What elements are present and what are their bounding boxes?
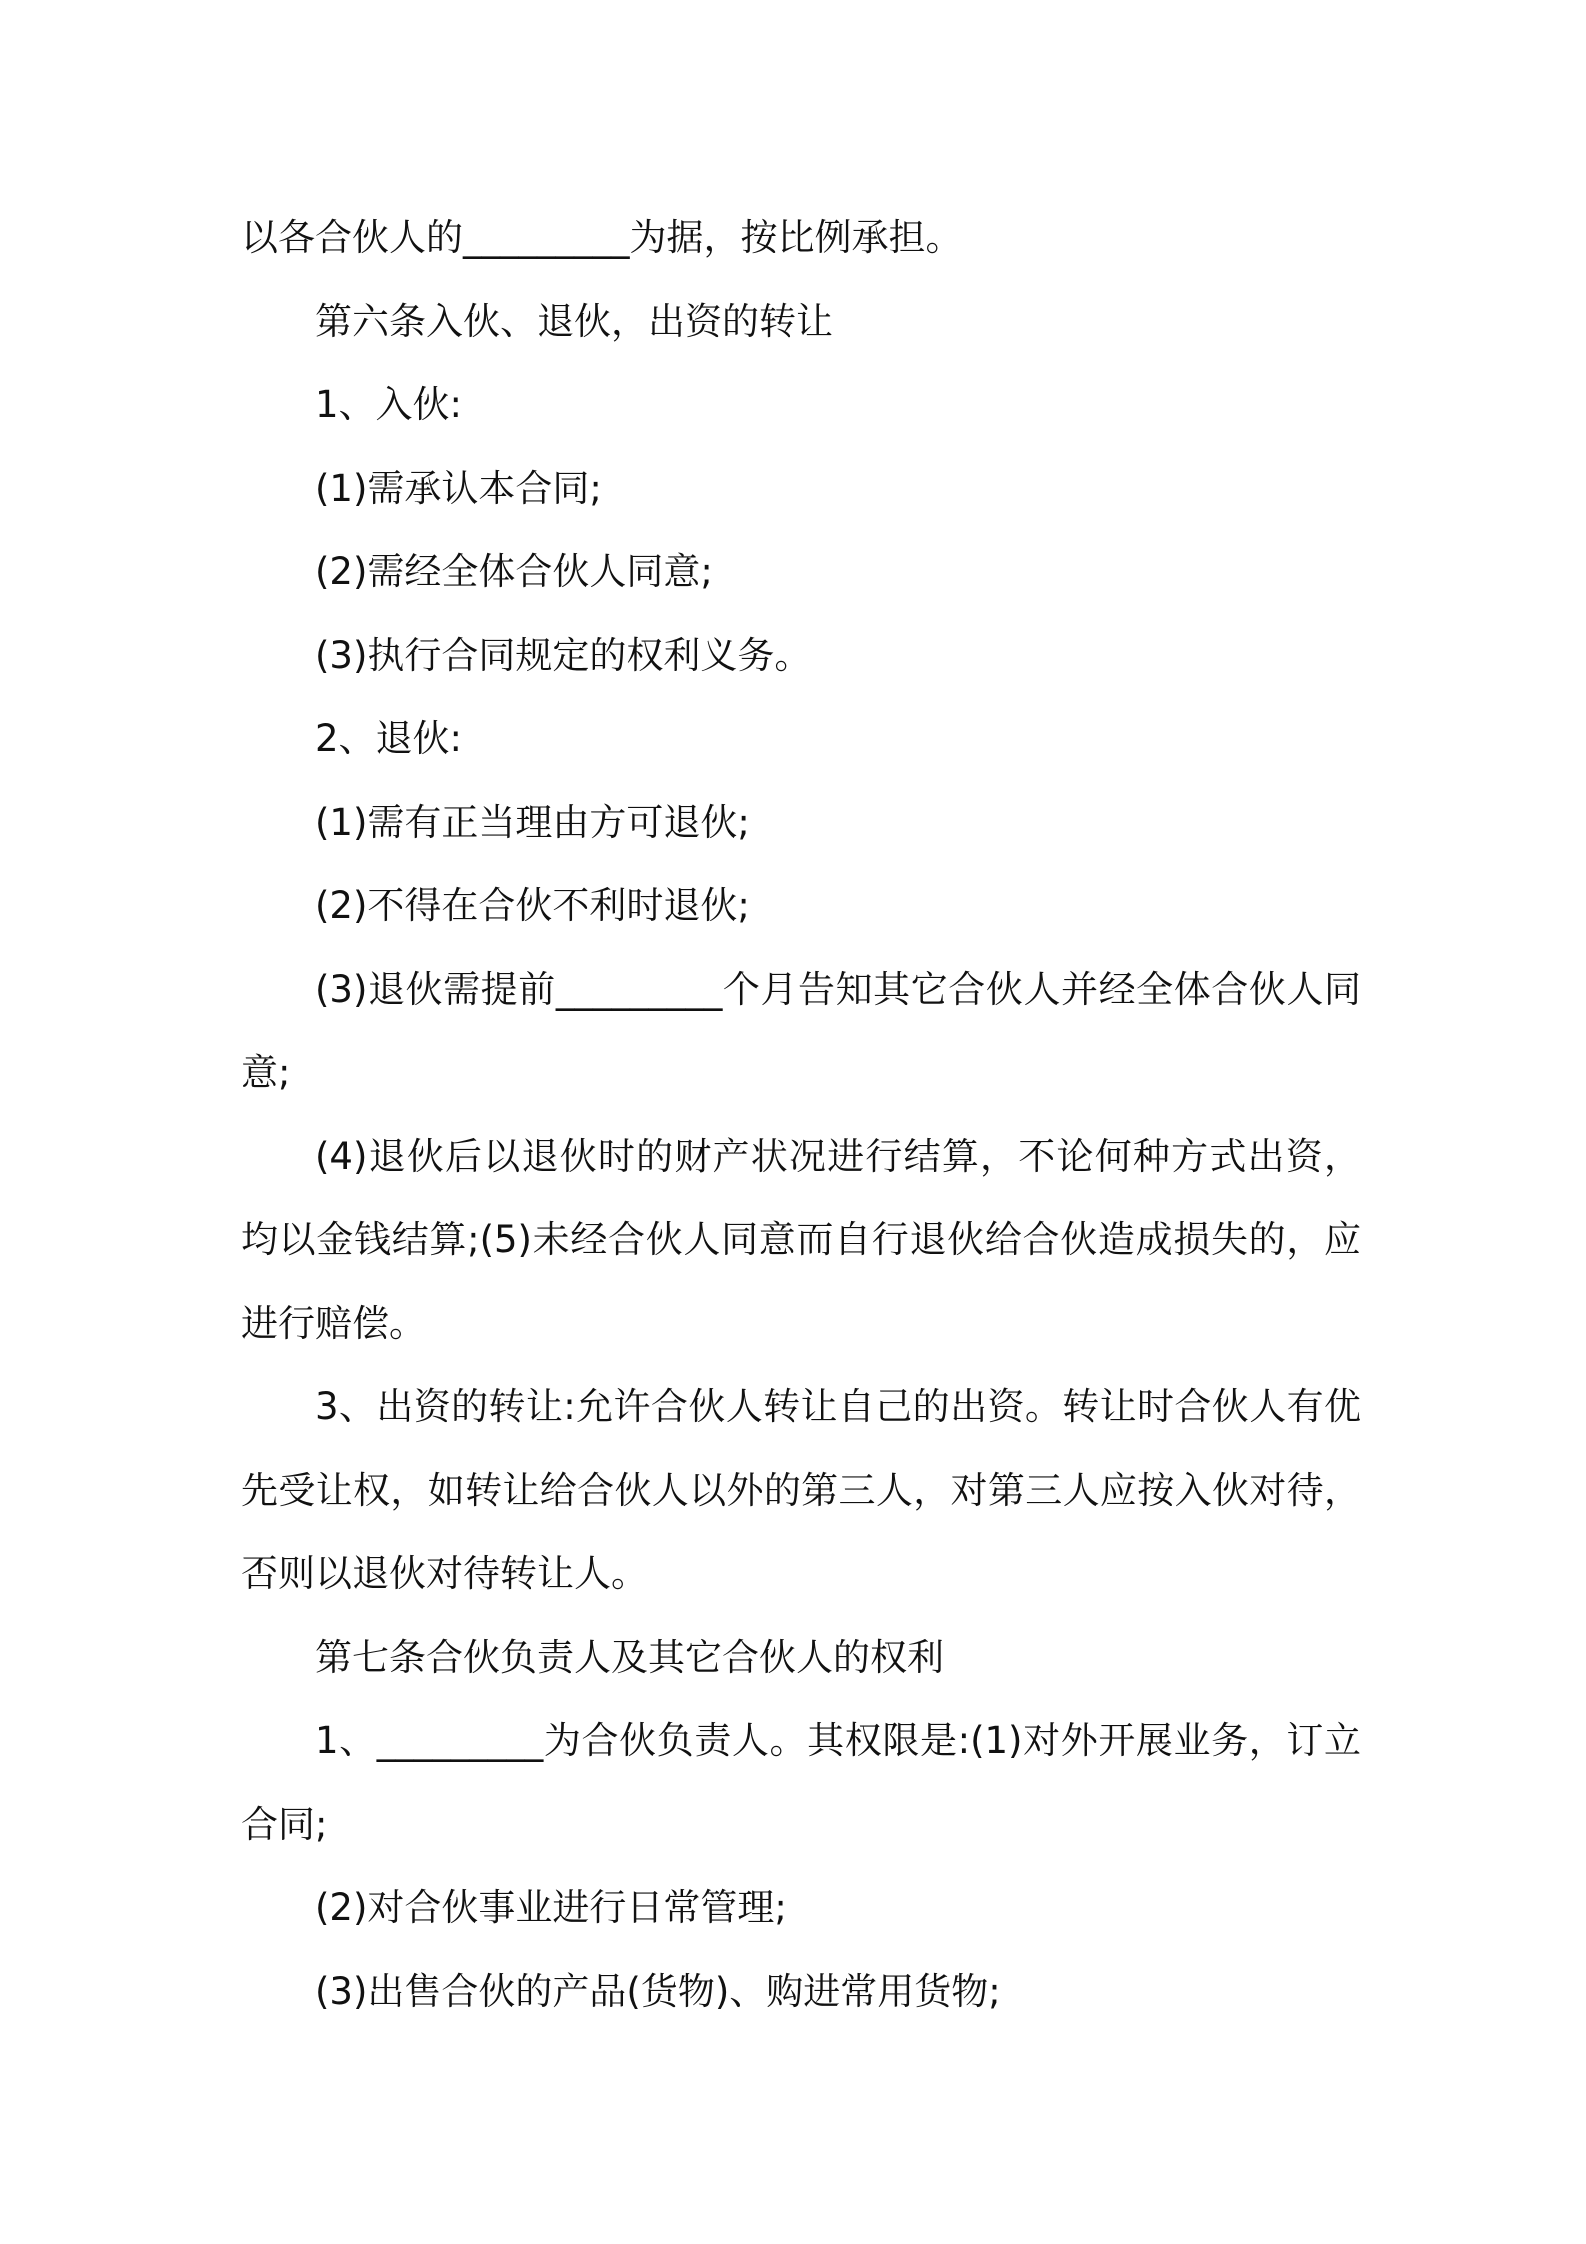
- list-item: (3)执行合同规定的权利义务。: [315, 633, 812, 677]
- list-item: (2)对合伙事业进行日常管理;: [315, 1886, 787, 1929]
- list-item: (3)出售合伙的产品(货物)、购进常用货物;: [315, 1969, 1001, 2013]
- list-item: (2)不得在合伙不利时退伙;: [315, 884, 750, 927]
- section-heading: 1、入伙:: [315, 383, 463, 426]
- list-item: (1)需承认本合同;: [315, 466, 602, 510]
- article-heading: 第六条入伙、退伙，出资的转让: [315, 299, 833, 343]
- list-item: (4)退伙后以退伙时的财产状况进行结算，不论何种方式出资，均以金钱结算;(5)未经合伙人同意而自行退伙给合伙造成损失的，应进行赔偿。: [241, 1134, 1361, 1345]
- section-heading: 2、退伙:: [315, 717, 463, 760]
- list-item: (3)退伙需提前_________个月告知其它合伙人并经全体合伙人同意;: [241, 967, 1361, 1094]
- article-heading: 第七条合伙负责人及其它合伙人的权利: [315, 1635, 944, 1679]
- list-item: (1)需有正当理由方可退伙;: [315, 800, 750, 844]
- list-item: (2)需经全体合伙人同意;: [315, 550, 713, 593]
- paragraph: 3、出资的转让:允许合伙人转让自己的出资。转让时合伙人有优先受让权，如转让给合伙人以外的第三人，对第三人应按入伙对待，否则以退伙对待转让人。: [241, 1385, 1361, 1595]
- paragraph: 以各合伙人的_________为据，按比例承担。: [241, 216, 963, 259]
- paragraph: 1、_________为合伙负责人。其权限是:(1)对外开展业务，订立合同;: [241, 1719, 1361, 1846]
- document-body: [241, 196, 1361, 2033]
